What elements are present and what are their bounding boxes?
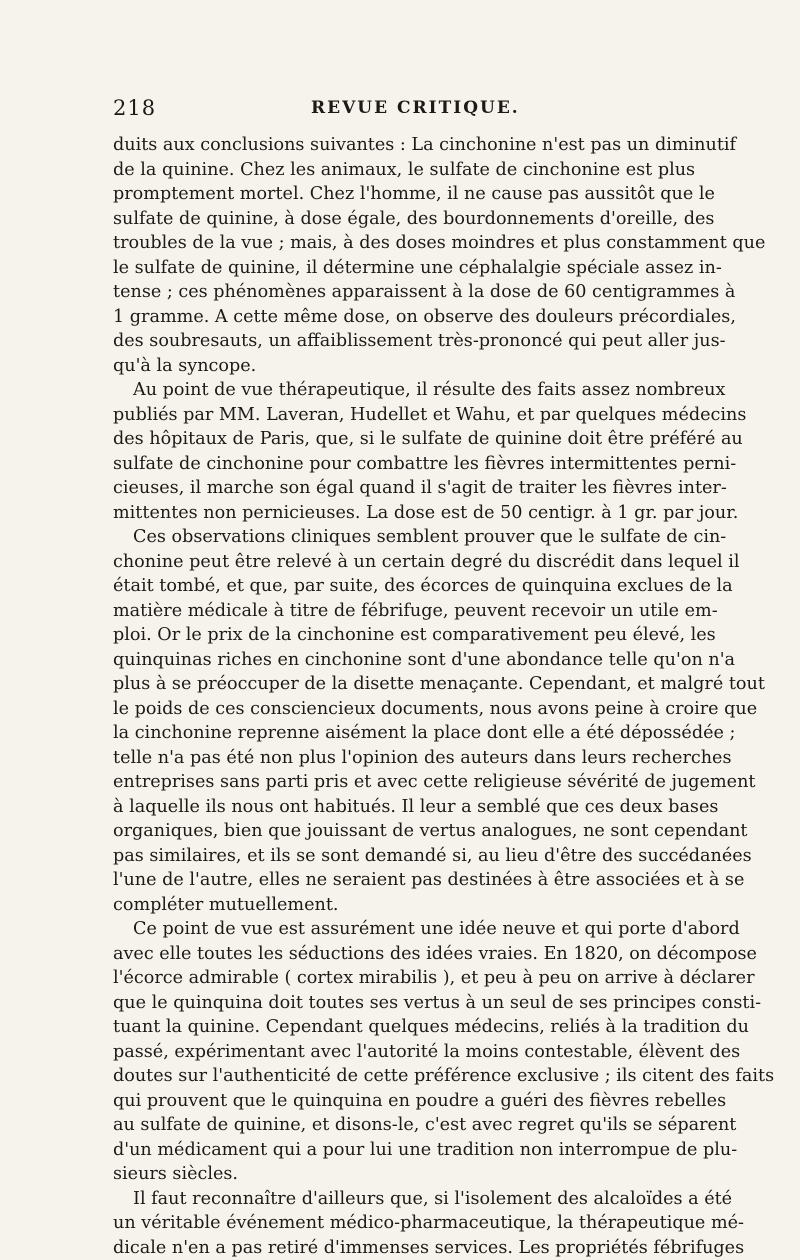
page-number: 218 — [113, 96, 156, 120]
text-line: Ce point de vue est assurément une idée neuve et qui porte d'abord — [113, 917, 683, 942]
text-line: cieuses, il marche son égal quand il s'agit de traiter les fièvres inter- — [113, 476, 683, 501]
text-line: de la quinine. Chez les animaux, le sulfate de cinchonine est plus — [113, 158, 683, 183]
text-line: sieurs siècles. — [113, 1162, 683, 1187]
text-line: mittentes non pernicieuses. La dose est de 50 centigr. à 1 gr. par jour. — [113, 501, 683, 526]
text-line: entreprises sans parti pris et avec cette religieuse sévérité de jugement — [113, 770, 683, 795]
paragraph-2 — [113, 378, 683, 525]
paragraph-1 — [113, 133, 683, 378]
text-line: tuant la quinine. Cependant quelques médecins, reliés à la tradition du — [113, 1015, 683, 1040]
page-header — [113, 96, 683, 124]
text-line: ploi. Or le prix de la cinchonine est comparativement peu élevé, les — [113, 623, 683, 648]
text-line: Ces observations cliniques semblent prouver que le sulfate de cin- — [113, 525, 683, 550]
text-line: à laquelle ils nous ont habitués. Il leur a semblé que ces deux bases — [113, 795, 683, 820]
text-line: le sulfate de quinine, il détermine une céphalalgie spéciale assez in- — [113, 256, 683, 281]
text-line: publiés par MM. Laveran, Hudellet et Wahu, et par quelques médecins — [113, 403, 683, 428]
text-line: chonine peut être relevé à un certain degré du discrédit dans lequel il — [113, 550, 683, 575]
text-line: un véritable événement médico-pharmaceutique, la thérapeutique mé- — [113, 1211, 683, 1236]
text-line: sulfate de quinine, à dose égale, des bourdonnements d'oreille, des — [113, 207, 683, 232]
text-line: 1 gramme. A cette même dose, on observe des douleurs précordiales, — [113, 305, 683, 330]
text-line: était tombé, et que, par suite, des écorces de quinquina exclues de la — [113, 574, 683, 599]
text-line: l'une de l'autre, elles ne seraient pas destinées à être associées et à se — [113, 868, 683, 893]
text-line: qui prouvent que le quinquina en poudre a guéri des fièvres rebelles — [113, 1089, 683, 1114]
paragraph-5 — [113, 1187, 683, 1260]
text-line: Au point de vue thérapeutique, il résulte des faits assez nombreux — [113, 378, 683, 403]
text-line: sulfate de cinchonine pour combattre les fièvres intermittentes perni- — [113, 452, 683, 477]
text-line: l'écorce admirable ( cortex mirabilis ), et peu à peu on arrive à déclarer — [113, 966, 683, 991]
text-line: dicale n'en a pas retiré d'immenses services. Les propriétés fébrifuges — [113, 1236, 683, 1260]
text-line: avec elle toutes les séductions des idées vraies. En 1820, on décompose — [113, 942, 683, 967]
text-line: des soubresauts, un affaiblissement très-prononcé qui peut aller jus- — [113, 329, 683, 354]
text-line: matière médicale à titre de fébrifuge, peuvent recevoir un utile em- — [113, 599, 683, 624]
text-line: d'un médicament qui a pour lui une tradition non interrompue de plu- — [113, 1138, 683, 1163]
text-line: organiques, bien que jouissant de vertus analogues, ne sont cependant — [113, 819, 683, 844]
text-line: doutes sur l'authenticité de cette préférence exclusive ; ils citent des faits — [113, 1064, 683, 1089]
text-line: le poids de ces consciencieux documents, nous avons peine à croire que — [113, 697, 683, 722]
text-line: troubles de la vue ; mais, à des doses moindres et plus constamment que — [113, 231, 683, 256]
running-title: REVUE CRITIQUE. — [311, 98, 520, 118]
text-line: des hôpitaux de Paris, que, si le sulfate de quinine doit être préféré au — [113, 427, 683, 452]
text-line: pas similaires, et ils se sont demandé si, au lieu d'être des succédanées — [113, 844, 683, 869]
text-line: qu'à la syncope. — [113, 354, 683, 379]
paragraph-3 — [113, 525, 683, 917]
text-line: que le quinquina doit toutes ses vertus à un seul de ses principes consti- — [113, 991, 683, 1016]
text-line: tense ; ces phénomènes apparaissent à la dose de 60 centigrammes à — [113, 280, 683, 305]
paragraph-4 — [113, 917, 683, 1187]
text-line: compléter mutuellement. — [113, 893, 683, 918]
text-line: au sulfate de quinine, et disons-le, c'est avec regret qu'ils se séparent — [113, 1113, 683, 1138]
text-line: promptement mortel. Chez l'homme, il ne cause pas aussitôt que le — [113, 182, 683, 207]
text-line: telle n'a pas été non plus l'opinion des auteurs dans leurs recherches — [113, 746, 683, 771]
text-line: quinquinas riches en cinchonine sont d'une abondance telle qu'on n'a — [113, 648, 683, 673]
text-line: plus à se préoccuper de la disette menaçante. Cependant, et malgré tout — [113, 672, 683, 697]
text-line: Il faut reconnaître d'ailleurs que, si l'isolement des alcaloïdes a été — [113, 1187, 683, 1212]
text-line: passé, expérimentant avec l'autorité la moins contestable, élèvent des — [113, 1040, 683, 1065]
text-line: duits aux conclusions suivantes : La cinchonine n'est pas un diminutif — [113, 133, 683, 158]
text-line: la cinchonine reprenne aisément la place dont elle a été dépossédée ; — [113, 721, 683, 746]
body-text — [113, 133, 683, 1260]
